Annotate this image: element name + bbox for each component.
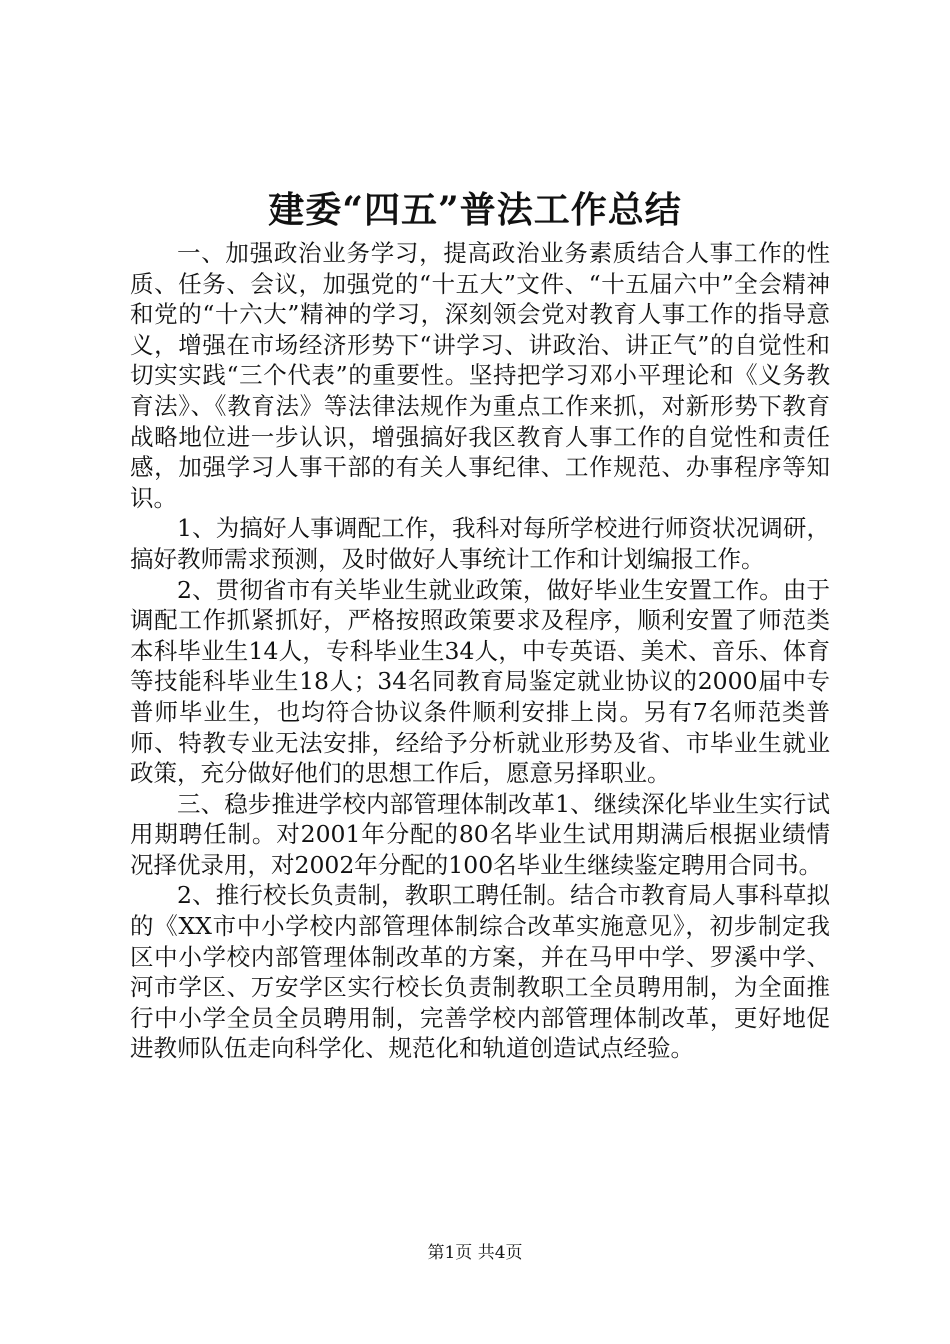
- paragraph-4: 三、稳步推进学校内部管理体制改革1、继续深化毕业生实行试用期聘任制。对2001年分配的80名毕业生试用期满后根据业绩情况择优录用，对2002年分配的100名毕业生继续鉴定聘用合同书。: [130, 789, 830, 879]
- page-footer: 第1页 共4页: [427, 1243, 523, 1263]
- paragraph-2: 1、为搞好人事调配工作，我科对每所学校进行师资状况调研，搞好教师需求预测，及时做好人事统计工作和计划编报工作。: [130, 514, 830, 573]
- document-body: [130, 238, 830, 1064]
- paragraph-3: 2、贯彻省市有关毕业生就业政策，做好毕业生安置工作。由于调配工作抓紧抓好，严格按照政策要求及程序，顺利安置了师范类本科毕业生14人，专科毕业生34人，中专英语、美术、音乐、体育等技能科毕业生18人；34名同教育局鉴定就业协议的2000届中专普师毕业生，也均符合协议条件顺利安排上岗。另有7名师范类普师、特教专业无法安排，经给予分析就业形势及省、市毕业生就业政策，充分做好他们的思想工作后，愿意另择职业。: [130, 575, 830, 788]
- paragraph-5: 2、推行校长负责制，教职工聘任制。结合市教育局人事科草拟的《XX市中小学校内部管理体制综合改革实施意见》，初步制定我区中小学校内部管理体制改革的方案，并在马甲中学、罗溪中学、河市学区、万安学区实行校长负责制教职工全员聘用制，为全面推行中小学全员全员聘用制，完善学校内部管理体制改革，更好地促进教师队伍走向科学化、规范化和轨道创造试点经验。: [130, 881, 830, 1063]
- document-title: 建委“四五”普法工作总结: [268, 189, 682, 231]
- paragraph-1: 一、加强政治业务学习，提高政治业务素质结合人事工作的性质、任务、会议，加强党的“十五大”文件、“十五届六中”全会精神和党的“十六大”精神的学习，深刻领会党对教育人事工作的指导意义，增强在市场经济形势下“讲学习、讲政治、讲正气”的自觉性和切实实践“三个代表”的重要性。坚持把学习邓小平理论和《义务教育法》、《教育法》等法律法规作为重点工作来抓，对新形势下教育战略地位进一步认识，增强搞好我区教育人事工作的自觉性和责任感，加强学习人事干部的有关人事纪律、工作规范、办事程序等知识。: [130, 239, 830, 512]
